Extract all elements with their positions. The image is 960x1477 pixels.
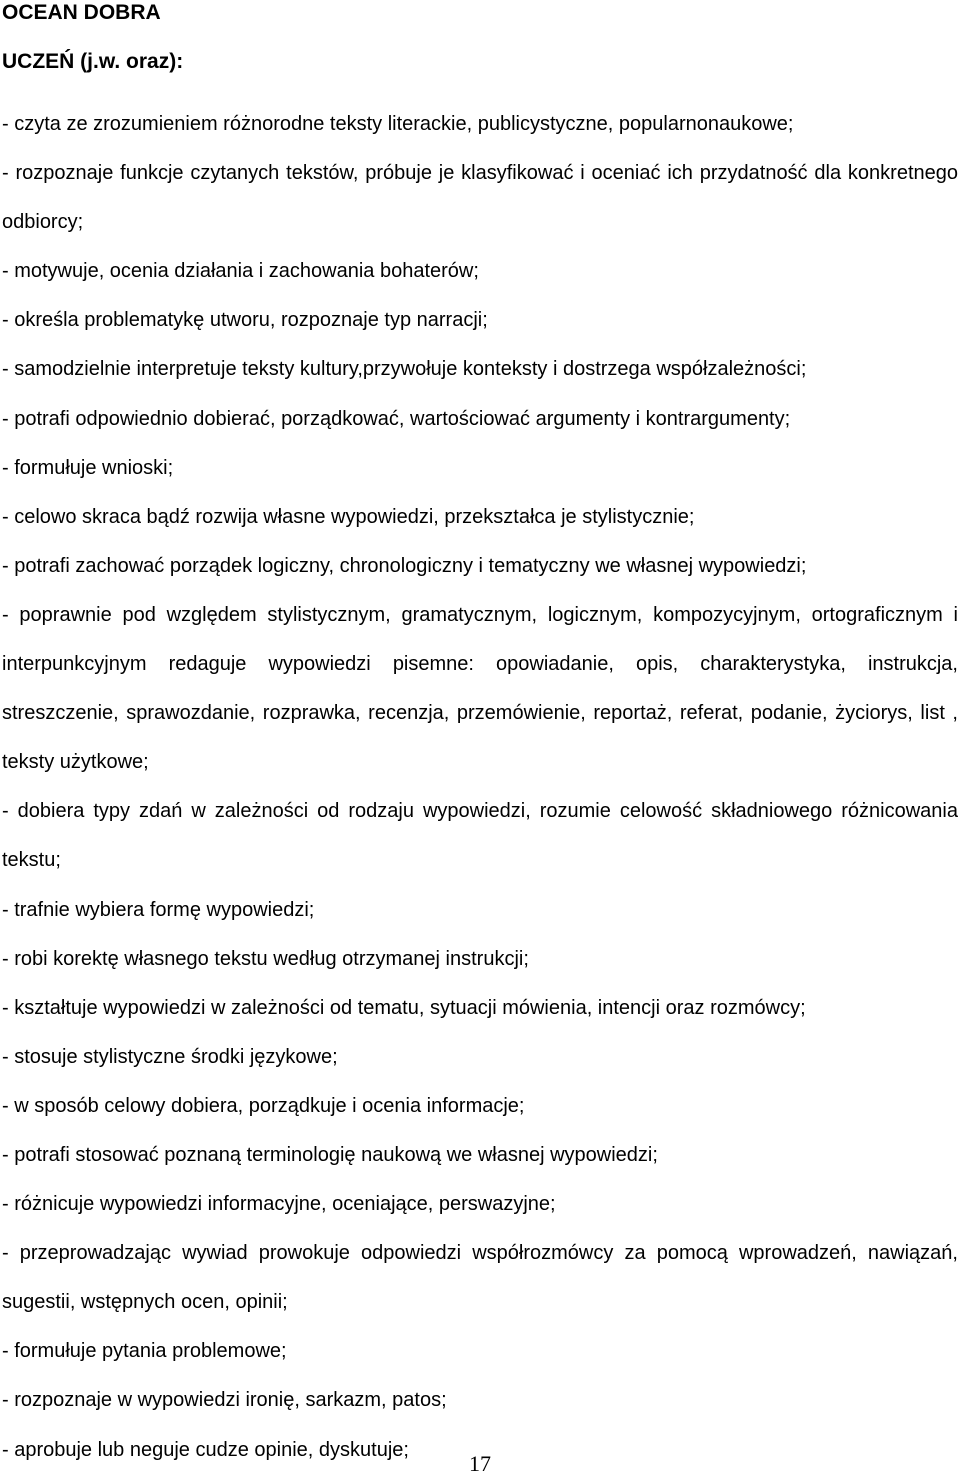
list-item: - poprawnie pod względem stylistycznym, gramatycznym, logicznym, kompozycyjnym, ortograficznym i interpunkcyjnym redaguje wypowiedzi pisemne: opowiadanie, opis, charakterystyka, instrukcja, streszczenie, sprawozdanie, rozprawka, recenzja, przemówienie, reportaż, referat, podanie, życiorys, list , teksty użytkowe; <box>2 603 958 774</box>
page-number: 17 <box>469 1451 491 1476</box>
list-item: - trafnie wybiera formę wypowiedzi; <box>2 898 315 921</box>
list-item: - motywuje, ocenia działania i zachowania bohaterów; <box>2 260 479 283</box>
section-subtitle: UCZEŃ (j.w. oraz): <box>2 50 184 73</box>
list-item: - rozpoznaje funkcje czytanych tekstów, próbuje je klasyfikować i oceniać ich przydatność dla konkretnego odbiorcy; <box>2 162 958 234</box>
list-item: - potrafi zachować porządek logiczny, chronologiczny i tematyczny we własnej wypowiedzi; <box>2 554 807 577</box>
list-item: - rozpoznaje w wypowiedzi ironię, sarkazm, patos; <box>2 1389 447 1412</box>
list-item: - formułuje wnioski; <box>2 456 174 479</box>
list-item: - dobiera typy zdań w zależności od rodzaju wypowiedzi, rozumie celowość składniowego różnicowania tekstu; <box>2 800 958 872</box>
list-item: - przeprowadzając wywiad prowokuje odpowiedzi współrozmówcy za pomocą wprowadzeń, nawiązań, sugestii, wstępnych ocen, opinii; <box>2 1242 958 1314</box>
list-item: - w sposób celowy dobiera, porządkuje i ocenia informacje; <box>2 1094 525 1117</box>
requirements-list <box>2 100 958 1475</box>
list-item: - celowo skraca bądź rozwija własne wypowiedzi, przekształca je stylistycznie; <box>2 505 695 528</box>
list-item: - aprobuje lub neguje cudze opinie, dyskutuje; <box>2 1438 409 1461</box>
list-item: - różnicuje wypowiedzi informacyjne, oceniające, perswazyjne; <box>2 1193 556 1216</box>
list-item: - robi korektę własnego tekstu według otrzymanej instrukcji; <box>2 947 529 970</box>
document-page <box>2 0 958 1475</box>
list-item: - kształtuje wypowiedzi w zależności od tematu, sytuacji mówienia, intencji oraz rozmówcy; <box>2 996 806 1019</box>
list-item: - czyta ze zrozumieniem różnorodne teksty literackie, publicystyczne, popularnonaukowe; <box>2 113 794 135</box>
list-item: - potrafi stosować poznaną terminologię naukową we własnej wypowiedzi; <box>2 1143 658 1166</box>
section-title: OCEAN DOBRA <box>2 1 161 24</box>
list-item: - potrafi odpowiednio dobierać, porządkować, wartościować argumenty i kontrargumenty; <box>2 407 791 430</box>
list-item: - formułuje pytania problemowe; <box>2 1340 287 1363</box>
list-item: - samodzielnie interpretuje teksty kultury,przywołuje konteksty i dostrzega współzależności; <box>2 358 807 381</box>
list-item: - stosuje stylistyczne środki językowe; <box>2 1045 338 1068</box>
list-item: - określa problematykę utworu, rozpoznaje typ narracji; <box>2 309 488 332</box>
